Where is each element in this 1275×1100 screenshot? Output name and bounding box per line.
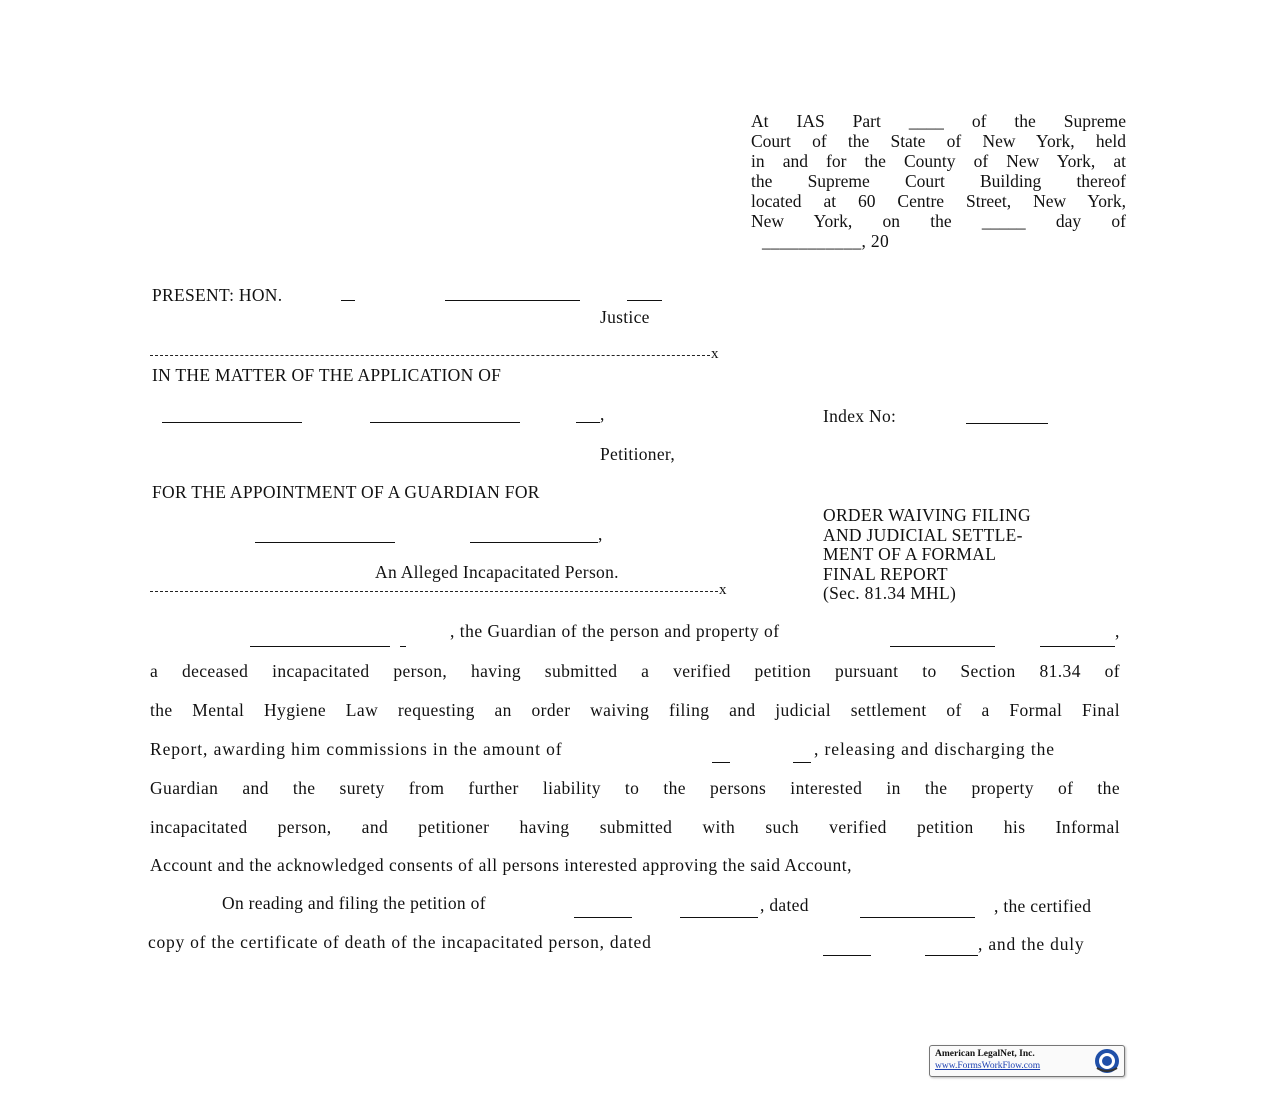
body-line: copy of the certificate of death of the incapacitated person, dated (148, 932, 652, 952)
order-title-line: MENT OF A FORMAL (823, 544, 997, 564)
body-line: incapacitated person, and petitioner having submitted with such verified petition his Informal (150, 817, 1120, 837)
petitioner-name-blank (576, 408, 600, 423)
petition-date-blank (860, 903, 975, 918)
caption-header-line: ___________, 20 (762, 231, 889, 251)
separator-x: x (719, 582, 727, 598)
death-date-blank (823, 941, 871, 956)
guardian-name-blank (250, 632, 390, 647)
index-label: Index No: (823, 406, 897, 426)
guardian-name-blank (400, 632, 406, 647)
petitioner-label: Petitioner, (600, 444, 676, 464)
petitioner-name-blank (162, 408, 302, 423)
caption-header-line: located at 60 Centre Street, New York, (751, 191, 1126, 211)
incapacitated-name-blank (255, 528, 395, 543)
caption-header-line: New York, on the _____ day of (751, 211, 1126, 231)
judge-name-blank (627, 286, 662, 301)
body-line: On reading and filing the petition of (222, 893, 486, 913)
appointment-heading: FOR THE APPOINTMENT OF A GUARDIAN FOR (152, 482, 540, 502)
alleged-label: An Alleged Incapacitated Person. (375, 562, 619, 582)
legalnet-logo-icon (1094, 1048, 1120, 1074)
footer-url[interactable]: www.FormsWorkFlow.com (935, 1061, 1041, 1071)
deceased-name-blank (890, 632, 995, 647)
order-title-line: AND JUDICIAL SETTLE- (823, 525, 1023, 545)
caption-header-line: the Supreme Court Building thereof (751, 171, 1126, 191)
order-title-line: FINAL REPORT (823, 564, 948, 584)
order-title-line: ORDER WAIVING FILING (823, 505, 1031, 525)
petitioner-blank (680, 903, 758, 918)
body-line: , the Guardian of the person and property of (450, 621, 780, 641)
body-line: , the certified (994, 896, 1092, 916)
index-number-blank (966, 409, 1048, 424)
incapacitated-name-blank (470, 528, 598, 543)
body-line: the Mental Hygiene Law requesting an order waiving filing and judicial settlement of a Formal Final (150, 700, 1120, 720)
body-line: , dated (760, 895, 809, 915)
judge-name-blank (341, 286, 355, 301)
justice-label: Justice (600, 307, 650, 327)
caption-header-line: in and for the County of New York, at (751, 151, 1126, 171)
petitioner-blank (574, 903, 632, 918)
present-label: PRESENT: HON. (152, 285, 283, 305)
footer-company: American LegalNet, Inc. (935, 1049, 1035, 1059)
petitioner-name-blank (370, 408, 520, 423)
body-line: a deceased incapacitated person, having submitted a verified petition pursuant to Section 81.34 of (150, 661, 1120, 681)
body-line: Account and the acknowledged consents of all persons interested approving the said Account, (150, 855, 853, 875)
caption-header-line: Court of the State of New York, held (751, 131, 1126, 151)
footer-badge[interactable] (929, 1045, 1125, 1077)
judge-name-blank (445, 286, 580, 301)
separator-x: x (711, 346, 719, 362)
commission-amount-blank (712, 748, 730, 763)
caption-header-line: At IAS Part ____ of the Supreme (751, 111, 1126, 131)
body-line: Report, awarding him commissions in the amount of (150, 739, 563, 759)
matter-heading: IN THE MATTER OF THE APPLICATION OF (152, 365, 502, 385)
caption-separator (150, 591, 718, 592)
body-line: Guardian and the surety from further liability to the persons interested in the property of the (150, 778, 1120, 798)
order-title-line: (Sec. 81.34 MHL) (823, 583, 957, 603)
deceased-name-blank (1040, 632, 1115, 647)
body-line: , and the duly (978, 934, 1085, 954)
death-date-blank (925, 941, 978, 956)
body-line: , releasing and discharging the (814, 739, 1055, 759)
caption-separator (150, 355, 710, 356)
commission-amount-blank (793, 748, 811, 763)
